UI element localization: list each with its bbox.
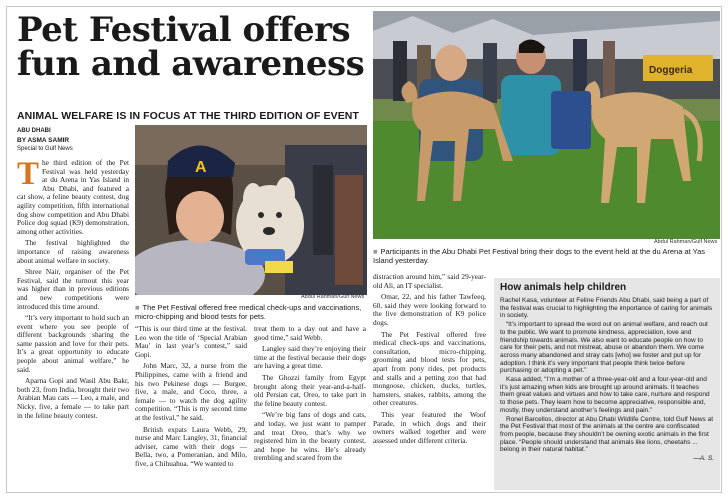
paragraph: The festival highlighted the importance of raising awareness about animal welfare in society. — [17, 238, 129, 265]
sidebar-paragraph: Ronel Barcellos, director at Abu Dhabi Wildlife Centre, told Gulf News at the Pet Festival that most of the animals at the centre are confiscated from people, because they shouldn’t be owning exotic animals in the first place. “People should understand that animals like lions, cheetahs ... belong in their natural habitat.” — [500, 415, 714, 454]
article-column-4 — [373, 273, 486, 489]
dateline: ABU DHABI — [17, 128, 51, 134]
caption-marker-icon: ■ — [135, 303, 140, 312]
large-photo-caption — [373, 247, 720, 265]
drop-cap: T — [17, 159, 40, 192]
photo-men-with-dogs-image — [373, 11, 720, 239]
sidebar-box — [494, 278, 720, 490]
caption-marker-icon: ■ — [373, 247, 378, 256]
sidebar-paragraph: Rachel Kasa, volunteer at Feline Friends Abu Dhabi, said being a part of the festival was crucial to highlighting the importance of caring for animals in society. — [500, 297, 713, 320]
photo-caption — [135, 303, 367, 321]
large-photo-credit: Abdul Rahman/Gulf News — [654, 239, 718, 245]
headline-line-1: Pet Festival offers — [17, 10, 351, 50]
paragraph: distraction around him,” said 29-year-old Ali, an IT specialist. — [373, 273, 486, 290]
headline-line-2: fun and awareness — [17, 44, 365, 84]
photo-men-with-dogs — [373, 11, 720, 239]
article-column-1 — [17, 159, 129, 489]
paragraph: John Marc, 32, a nurse from the Philippines, came with a friend and his two Pekinese dogs — Burgee, five, a male, and Coco, three, a female — to watch the dog agility competition. “This is my second time at the festival,” he said. — [135, 361, 247, 422]
article-column-2 — [135, 325, 247, 489]
caption-text: The Pet Festival offered free medical check-ups and vaccinations, micro-chipping and blood tests for pets. — [135, 303, 362, 321]
paragraph: “We’re big fans of dogs and cats, and today, we just want to pamper and treat Oreo, that’s why we registered him in the beauty contest, and hope he wins. He’s already trembling and scared from the — [254, 410, 366, 463]
photo-credit: Abdul Rahman/Gulf News — [301, 294, 365, 300]
article-column-3 — [254, 325, 366, 489]
paragraph: Shree Nair, organiser of the Pet Festival, said the turnout this year was higher than in previous editions and new competitions were introduced this time around. — [17, 267, 129, 311]
byline: BY ASMA SAMIR — [17, 137, 70, 144]
paragraph: “It’s very important to hold such an event where you see people of different backgrounds sharing the same passion and love for their pets. It’s a great opportunity to educate people about animal welfare,” he said. — [17, 313, 129, 374]
sidebar-paragraph: Kasa added, “I’m a mother of a three-year-old and a four-year-old and it’s just amazing when kids are brought up around animals. It teaches them great values and virtues and how to take care, nurture and respond to those pets. They learn how to become appreciative, responsible and, mostly, they understand another’s feelings and pain.” — [500, 376, 710, 414]
headline — [17, 10, 367, 84]
sidebar-signature: —A. S. — [693, 455, 714, 463]
paragraph: This year featured the Woof Parade, in which dogs and their owners walked together and were assessed under different criteria. — [373, 409, 486, 445]
caption-text: Participants in the Abu Dhabi Pet Festival bring their dogs to the event held at the du Arena at Yas Island yesterday. — [373, 247, 706, 265]
photo-woman-with-dog-image — [135, 125, 367, 295]
paragraph: British expats Laura Webb, 29, nurse and Marc Langley, 31, financial adviser, came with their dogs — Bella, two, a Pomeranian, and Milo, five, a Chihuahua. “We wanted to — [135, 424, 247, 468]
banner-text: Doggeria — [649, 65, 693, 76]
paragraph: “This is our third time at the festival. Leo won the title of ‘Special Arabian Mau’ in last year’s contest,” said Gopi. — [135, 325, 247, 359]
paragraph: Omar, 22, and his father Tawfeeq, 60, said they were looking forward to the live demonstration of K9 police dogs. — [373, 292, 486, 327]
photo-woman-with-dog — [135, 125, 367, 295]
cap-letter: A — [195, 159, 207, 176]
subheadline: ANIMAL WELFARE IS IN FOCUS AT THE THIRD EDITION OF EVENT — [17, 110, 359, 122]
byline-title: Special to Gulf News — [17, 146, 73, 152]
paragraph: treat them to a day out and have a good time,” said Webb. — [254, 325, 366, 342]
paragraph: Langley said they’re enjoying their time at the festival because their dogs are having a great time. — [254, 344, 366, 371]
newspaper-page — [6, 6, 722, 493]
paragraph: The Ghozzi family from Egypt brought along their year-and-a-half-old Persian cat, Oreo, to take part in the feline beauty contest. — [254, 372, 366, 408]
sidebar-paragraph: “It’s important to spread the word out on animal welfare, and reach out to the public. We want to promote kindness, appreciation, love and friendship towards animals. We also want to educate people on how to care for their pets, and not mistreat, abuse or abandon them. We come across many abandoned and stray cats [who] we foster and put up for adoption. I think it’s very important that people think twice before purchasing or adopting a pet.” — [500, 321, 708, 375]
paragraph: he third edition of the Pet Festival was held yesterday at du Arena in Yas Island in Abu Dhabi, and featured a cat show, a feline beauty contest, dog agility competition, fifth international dog show competition and Abu Dhabi Police dog squad (K9) demonstration, among other activities. — [17, 159, 129, 236]
paragraph: The Pet Festival offered free medical check-ups and vaccinations, consultation, micro-chipping, grooming and blood tests for pets, apart from pony rides, pet products and stalls and a petting zoo that had mongoose, chicken, ducks, turtles, hamsters, snakes, rabbits, among the other creatures. — [373, 329, 486, 408]
paragraph: Aparna Gopi and Wasil Abu Bakr, both 23, from India, brought their two Arabian Mau cats — Leo, a male, and Nicky, five, a female — to take part in the feline beauty contest. — [17, 376, 129, 420]
sidebar-title: How animals help children — [500, 282, 627, 293]
